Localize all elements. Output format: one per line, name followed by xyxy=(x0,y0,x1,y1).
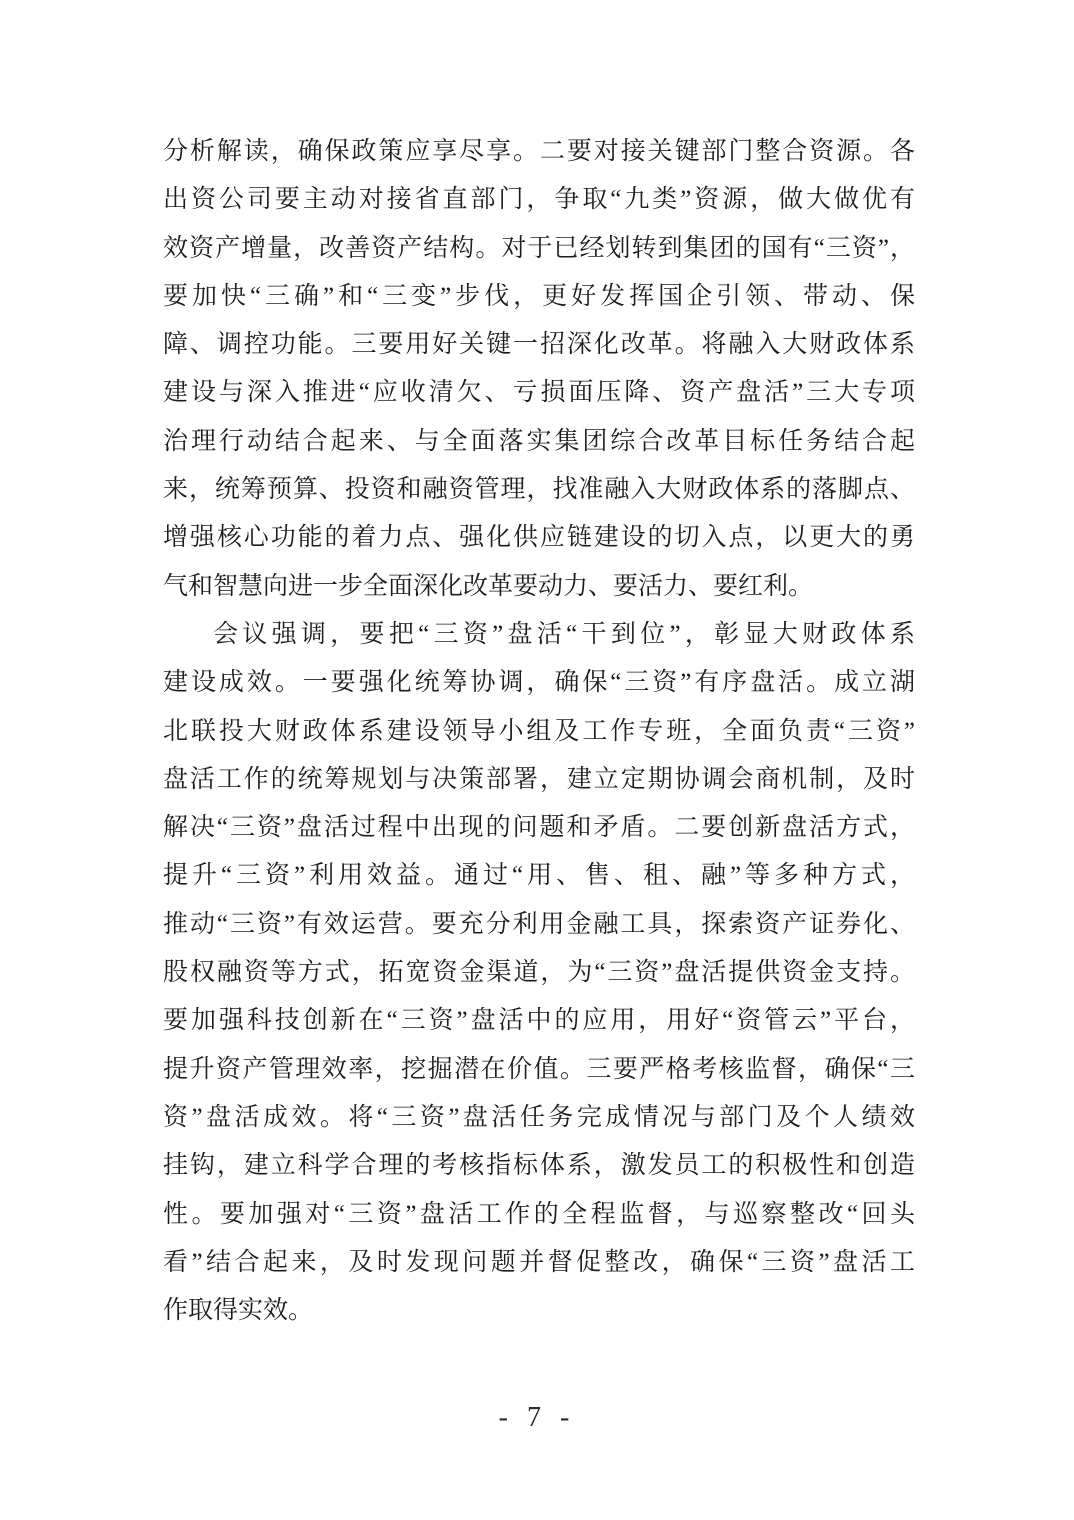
text-line: 治理行动结合起来、与全面落实集团综合改革目标任务结合起 xyxy=(163,427,915,455)
text-line: 出资公司要主动对接省直部门，争取“九类”资源，做大做优有 xyxy=(163,186,915,214)
page-number: - 7 - xyxy=(498,1402,576,1433)
text-line: 盘活工作的统筹规划与决策部署，建立定期协调会商机制，及时 xyxy=(163,765,915,793)
text-line: 效资产增量，改善资产结构。对于已经划转到集团的国有“三资”， xyxy=(163,234,915,262)
text-line: 来，统筹预算、投资和融资管理，找准融入大财政体系的落脚点、 xyxy=(163,476,915,504)
text-line: 股权融资等方式，拓宽资金渠道，为“三资”盘活提供资金支持。 xyxy=(163,959,915,987)
text-content xyxy=(163,128,915,1335)
text-line: 作取得实效。 xyxy=(163,1297,314,1325)
paragraph xyxy=(163,611,915,1335)
text-line: 障、调控功能。三要用好关键一招深化改革。将融入大财政体系 xyxy=(163,331,915,359)
text-line: 性。要加强对“三资”盘活工作的全程监督，与巡察整改“回头 xyxy=(163,1200,915,1228)
text-line: 要加快“三确”和“三变”步伐，更好发挥国企引领、带动、保 xyxy=(163,282,915,310)
text-line: 资”盘活成效。将“三资”盘活任务完成情况与部门及个人绩效 xyxy=(163,1103,915,1131)
text-line: 气和智慧向进一步全面深化改革要动力、要活力、要红利。 xyxy=(163,572,814,600)
paragraph xyxy=(163,128,915,611)
text-line: 会议强调，要把“三资”盘活“干到位”，彰显大财政体系 xyxy=(213,620,915,648)
text-line: 建设成效。一要强化统筹协调，确保“三资”有序盘活。成立湖 xyxy=(163,669,915,697)
text-line: 要加强科技创新在“三资”盘活中的应用，用好“资管云”平台， xyxy=(163,1007,915,1035)
text-line: 挂钩，建立科学合理的考核指标体系，激发员工的积极性和创造 xyxy=(163,1152,915,1180)
text-line: 提升资产管理效率，挖掘潜在价值。三要严格考核监督，确保“三 xyxy=(163,1055,915,1083)
text-line: 看”结合起来，及时发现问题并督促整改，确保“三资”盘活工 xyxy=(163,1248,915,1276)
text-line: 北联投大财政体系建设领导小组及工作专班，全面负责“三资” xyxy=(163,717,915,745)
text-line: 增强核心功能的着力点、强化供应链建设的切入点，以更大的勇 xyxy=(163,524,915,552)
text-line: 分析解读，确保政策应享尽享。二要对接关键部门整合资源。各 xyxy=(163,138,915,165)
text-line: 解决“三资”盘活过程中出现的问题和矛盾。二要创新盘活方式， xyxy=(163,814,915,842)
text-line: 提升“三资”利用效益。通过“用、售、租、融”等多种方式， xyxy=(163,862,915,890)
text-line: 推动“三资”有效运营。要充分利用金融工具，探索资产证券化、 xyxy=(163,910,915,938)
text-line: 建设与深入推进“应收清欠、亏损面压降、资产盘活”三大专项 xyxy=(163,379,915,407)
